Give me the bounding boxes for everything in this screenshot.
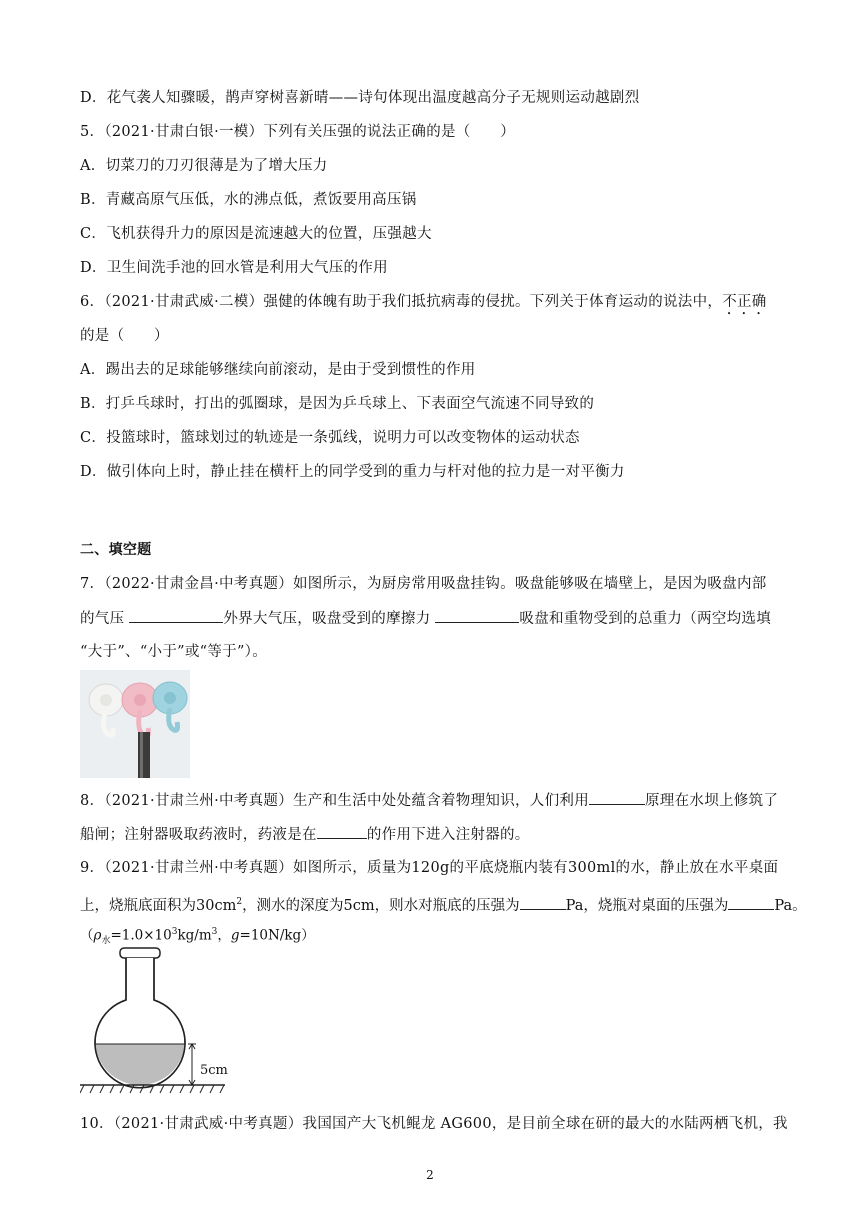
- q9-text-c: Pa，烧瓶对桌面的压强为: [565, 897, 729, 914]
- q8-text-c: 船闸；注射器吸取药液时，药液是在: [80, 827, 317, 843]
- depth-label: 5cm: [200, 1063, 228, 1078]
- q5-stem: 5．（2021·甘肃白银·一模）下列有关压强的说法正确的是（ ）: [80, 124, 515, 140]
- q6-option-d: D．做引体向上时，静止挂在横杆上的同学受到的重力与杆对他的拉力是一对平衡力: [80, 464, 625, 480]
- q7-text-a: 的气压: [80, 611, 130, 627]
- q7-line3: “大于”、“小于”或“等于”）。: [80, 644, 268, 660]
- q7-blank-1[interactable]: [129, 608, 223, 623]
- q7-text-c: 吸盘和重物受到的总重力（两空均选填: [519, 611, 772, 627]
- q8-blank-1[interactable]: [589, 790, 645, 805]
- q6-option-c: C．投篮球时，篮球划过的轨迹是一条弧线，说明力可以改变物体的运动状态: [80, 430, 580, 446]
- q9-exp: 3: [171, 927, 178, 937]
- q7-blank-2[interactable]: [435, 608, 519, 623]
- flask-figure: [80, 944, 260, 1110]
- q9-text-d: Pa。: [774, 897, 807, 914]
- q6-emphasis: 不正确: [722, 294, 767, 310]
- q6-stem-line2: 的是（ ）: [80, 328, 169, 344]
- q8-line2: [80, 824, 530, 845]
- q7-line2: [80, 608, 771, 629]
- q7-stem: 7．（2022·甘肃金昌·中考真题）如图所示，为厨房常用吸盘挂钩。吸盘能够吸在墙壁上，是因为吸盘内部: [80, 576, 767, 592]
- q8-blank-2[interactable]: [317, 824, 367, 839]
- q9-comma: ，: [217, 927, 231, 944]
- q5-option-d: D．卫生间洗手池的回水管是利用大气压的作用: [80, 260, 388, 276]
- q9-text-a: 上，烧瓶底面积为30cm: [80, 897, 237, 914]
- suction-hook-photo: [80, 670, 190, 778]
- q9-blank-2[interactable]: [728, 895, 774, 910]
- q6-option-b: B．打乒乓球时，打出的弧圈球，是因为乒乓球上、下表面空气流速不同导致的: [80, 396, 595, 412]
- q9-end: =10N/kg）: [239, 927, 315, 944]
- q8-text-d: 的作用下进入注射器的。: [366, 827, 530, 843]
- rho-sub: 水: [101, 936, 111, 947]
- q4-option-d: D．花气袭人知骤暖，鹊声穿树喜新晴——诗句体现出温度越高分子无规则运动越剧烈: [80, 90, 640, 106]
- q9-open: （: [80, 927, 94, 944]
- rho-symbol: ρ: [93, 927, 102, 944]
- g-symbol: g: [230, 927, 240, 944]
- section-heading: 二、填空题: [80, 542, 152, 558]
- q5-option-a: A．切菜刀的刀刃很薄是为了增大压力: [80, 158, 328, 174]
- q9-eq: =1.0×10: [110, 927, 172, 944]
- q10-stem: 10．（2021·甘肃武威·中考真题）我国国产大飞机鲲龙 AG600，是目前全球在研的最大的水陆两栖飞机，我: [80, 1116, 788, 1132]
- q9-exp2: 3: [211, 927, 218, 937]
- q6-stem-text: 6．（2021·甘肃武威·二模）强健的体魄有助于我们抵抗病毒的侵扰。下列关于体育运动的说法中，: [80, 294, 723, 310]
- q8-line1: [80, 790, 778, 811]
- q9-sup: 2: [236, 897, 243, 907]
- q9-blank-1[interactable]: [520, 895, 566, 910]
- q9-line1: 9．（2021·甘肃兰州·中考真题）如图所示，质量为120g的平底烧瓶内装有300ml的水，静止放在水平桌面: [80, 860, 779, 876]
- q6-option-a: A．踢出去的足球能够继续向前滚动，是由于受到惯性的作用: [80, 362, 476, 378]
- q8-text-b: 原理在水坝上修筑了: [645, 793, 779, 809]
- q9-text-b: ，测水的深度为5cm，则水对瓶底的压强为: [242, 897, 520, 914]
- q9-unit: kg/m: [177, 927, 212, 944]
- q5-option-c: C．飞机获得升力的原因是流速越大的位置，压强越大: [80, 226, 432, 242]
- q7-text-b: 外界大气压，吸盘受到的摩擦力: [223, 611, 436, 627]
- q5-option-b: B．青藏高原气压低，水的沸点低，煮饭要用高压锅: [80, 192, 417, 208]
- q8-text-a: 8．（2021·甘肃兰州·中考真题）生产和生活中处处蕴含着物理知识，人们利用: [80, 793, 589, 809]
- page-number: 2: [426, 1168, 434, 1182]
- q9-line2: [80, 892, 807, 916]
- q6-stem: [80, 292, 767, 318]
